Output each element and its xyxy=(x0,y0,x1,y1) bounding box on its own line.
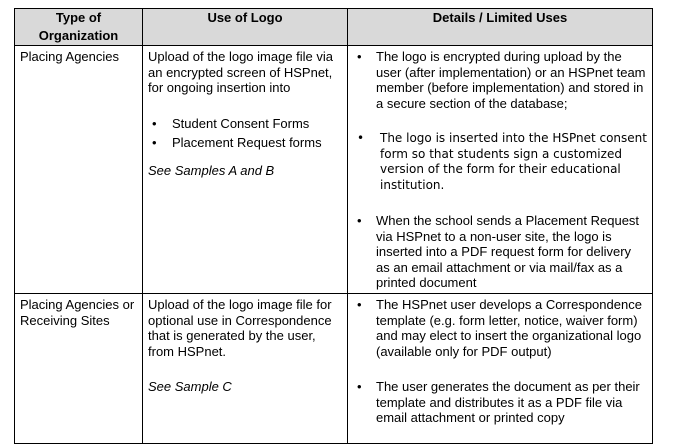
details-cell xyxy=(348,46,653,294)
sample-note: See Sample C xyxy=(148,379,232,394)
use-of-logo-cell xyxy=(143,46,348,294)
header-type-of-organization: Type of Organization xyxy=(15,9,143,46)
form-list xyxy=(148,116,343,151)
details-list xyxy=(353,297,648,426)
org-type: Placing Agencies xyxy=(20,49,120,64)
org-type: Placing Agencies or Receiving Sites xyxy=(20,297,135,328)
list-item: • The logo is inserted into the HSPnet consent form so that students sign a customized version of the form for their educational institution. xyxy=(353,131,648,193)
list-item: • Placement Request forms xyxy=(150,135,343,151)
header-details-limited-uses: Details / Limited Uses xyxy=(348,9,653,46)
use-intro: Upload of the logo image file for optional use in Correspondence that is generated by the user, from HSPnet. xyxy=(148,297,332,359)
list-item: • The logo is encrypted during upload by the user (after implementation) or an HSPnet team member (before implementation) and stored in a secure section of the database; xyxy=(353,49,648,111)
list-item: • The user generates the document as per their template and distributes it as a PDF file via email attachment or printed copy xyxy=(353,379,648,426)
logo-use-table xyxy=(14,8,653,444)
table-header-row xyxy=(15,9,653,46)
details-cell xyxy=(348,294,653,444)
use-intro: Upload of the logo image file via an encrypted screen of HSPnet, for ongoing insertion into xyxy=(148,49,334,95)
org-type-cell xyxy=(15,294,143,444)
use-of-logo-cell xyxy=(143,294,348,444)
org-type-cell xyxy=(15,46,143,294)
table-row xyxy=(15,294,653,444)
list-item: • When the school sends a Placement Request via HSPnet to a non-user site, the logo is inserted into a PDF request form for delivery as an email attachment or via mail/fax as a printed document xyxy=(353,213,648,291)
list-item: • The HSPnet user develops a Correspondence template (e.g. form letter, notice, waiver form) and may elect to insert the organizational logo (available only for PDF output) xyxy=(353,297,648,359)
sample-note: See Samples A and B xyxy=(148,162,275,178)
details-list xyxy=(353,49,648,291)
header-use-of-logo: Use of Logo xyxy=(143,9,348,46)
list-item: • Student Consent Forms xyxy=(150,116,343,132)
table-row xyxy=(15,46,653,294)
